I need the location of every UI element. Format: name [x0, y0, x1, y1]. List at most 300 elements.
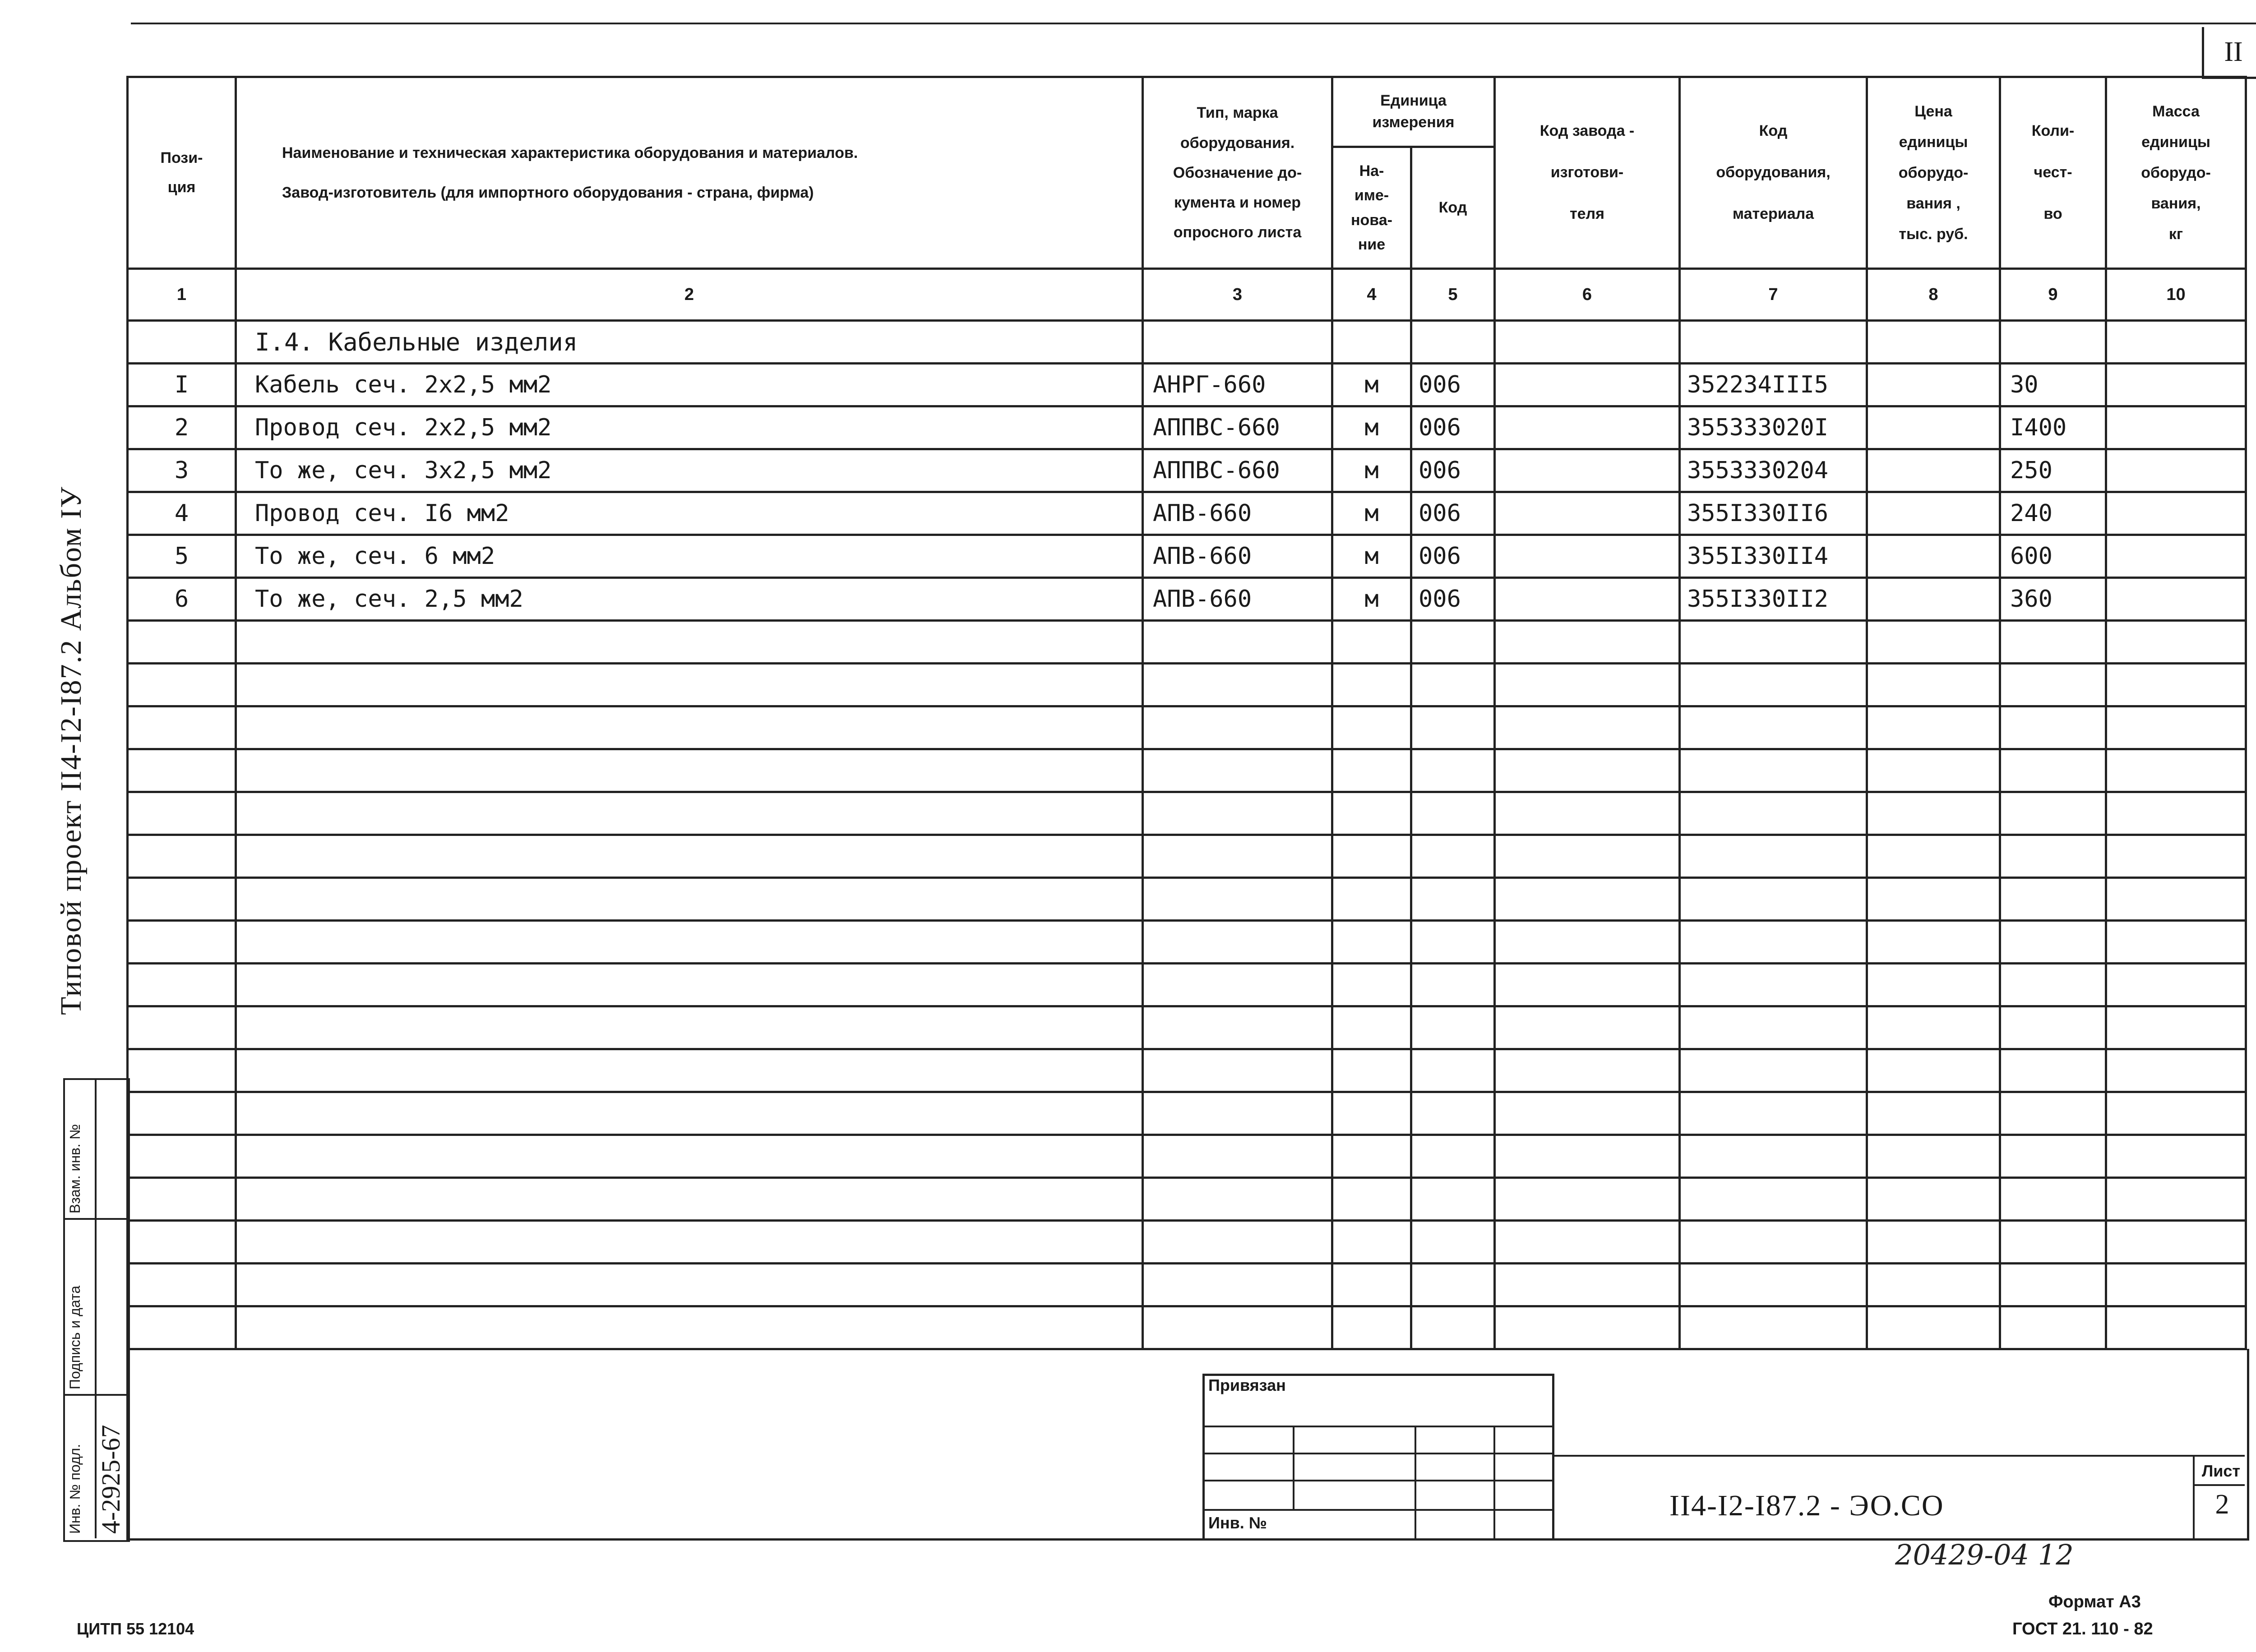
empty-cell — [1680, 1006, 1867, 1049]
empty-cell — [1495, 664, 1680, 706]
side-project-title: Типовой проект II4-I2-I87.2 Альбом IУ — [55, 486, 88, 1015]
empty-cell — [1495, 1264, 1680, 1306]
empty-cell — [1143, 792, 1332, 835]
empty-cell — [128, 1049, 236, 1092]
privyazan-label: Привязан — [1208, 1376, 1286, 1394]
empty-cell — [1411, 1135, 1495, 1178]
column-number: 4 — [1332, 269, 1411, 321]
empty-cell — [1867, 749, 2000, 792]
empty-cell — [128, 1092, 236, 1135]
empty-cell — [1867, 921, 2000, 964]
header-code: Код оборудования, материала — [1680, 77, 1867, 269]
cell-unit-code: 006 — [1411, 364, 1495, 406]
empty-cell — [1332, 878, 1411, 921]
empty-cell — [1495, 1049, 1680, 1092]
table-row — [128, 492, 2246, 535]
empty-cell — [1332, 1006, 1411, 1049]
empty-cell — [1332, 621, 1411, 664]
empty-cell — [2106, 1049, 2246, 1092]
empty-row — [128, 1049, 2246, 1092]
cell-price — [1867, 449, 2000, 492]
title-block-line — [1552, 1455, 2245, 1457]
cell-price — [1867, 492, 2000, 535]
empty-cell — [1143, 621, 1332, 664]
section-title: I.4. Кабельные изделия — [236, 321, 1143, 364]
empty-cell — [2106, 1092, 2246, 1135]
empty-cell — [128, 1264, 236, 1306]
cell-price — [1867, 406, 2000, 449]
cell-unit-code: 006 — [1411, 492, 1495, 535]
table-row — [128, 449, 2246, 492]
empty-cell — [1680, 1221, 1867, 1264]
cell-plant-code — [1495, 449, 1680, 492]
empty-cell — [1143, 1092, 1332, 1135]
empty-cell — [1143, 749, 1332, 792]
empty-cell — [2106, 835, 2246, 878]
cell-unit-code: 006 — [1411, 449, 1495, 492]
column-number: 2 — [236, 269, 1143, 321]
cell-mass — [2106, 449, 2246, 492]
empty-cell — [1680, 1264, 1867, 1306]
empty-cell — [128, 1178, 236, 1221]
empty-cell — [2000, 1221, 2106, 1264]
empty-cell — [1680, 835, 1867, 878]
cell-pos: 6 — [128, 578, 236, 621]
empty-cell — [236, 749, 1143, 792]
header-price: Цена единицы оборудо- вания , тыс. руб. — [1867, 77, 2000, 269]
header-name: Наименование и техническая характеристика оборудования и материалов. Завод-изготовитель (для импортного оборудования - страна, фирма) — [236, 77, 1143, 269]
empty-cell — [1867, 1264, 2000, 1306]
cell-unit: м — [1332, 406, 1411, 449]
empty-cell — [2106, 1306, 2246, 1349]
empty-cell — [1411, 706, 1495, 749]
empty-cell — [1495, 1006, 1680, 1049]
empty-cell — [1332, 921, 1411, 964]
side-stamp-vzam: Взам. инв. № — [67, 1124, 83, 1214]
empty-cell — [1332, 1221, 1411, 1264]
title-block-line — [2193, 1484, 2245, 1486]
empty-cell — [2000, 835, 2106, 878]
empty-cell — [2000, 621, 2106, 664]
section-row — [128, 321, 2246, 364]
empty-cell — [1411, 1092, 1495, 1135]
gost-label: ГОСТ 21. 110 - 82 — [2012, 1620, 2153, 1638]
empty-row — [128, 749, 2246, 792]
side-stamp-podpis: Подпись и дата — [67, 1285, 83, 1389]
stamp-line — [1493, 1426, 1495, 1538]
title-block-line — [2193, 1455, 2195, 1538]
empty-row — [128, 792, 2246, 835]
empty-row — [128, 1006, 2246, 1049]
empty-cell — [1411, 1006, 1495, 1049]
empty-cell — [2106, 1135, 2246, 1178]
empty-cell — [1411, 749, 1495, 792]
empty-cell — [1495, 749, 1680, 792]
cell-unit: м — [1332, 449, 1411, 492]
empty-cell — [1867, 964, 2000, 1006]
inv-no-label: Инв. № — [1208, 1514, 1267, 1532]
empty-row — [128, 664, 2246, 706]
cell-pos: 5 — [128, 535, 236, 578]
empty-row — [128, 621, 2246, 664]
stamp-line — [1202, 1426, 1552, 1427]
empty-row — [128, 1135, 2246, 1178]
cintp-label: ЦИТП 55 12104 — [77, 1620, 194, 1638]
column-number: 1 — [128, 269, 236, 321]
table-row — [128, 535, 2246, 578]
empty-cell — [2000, 1135, 2106, 1178]
header-quantity: Коли- чест- во — [2000, 77, 2106, 269]
empty-cell — [2000, 1306, 2106, 1349]
cell-code: 355I330II6 — [1680, 492, 1867, 535]
empty-cell — [128, 1306, 236, 1349]
cell-unit: м — [1332, 492, 1411, 535]
empty-cell — [1332, 749, 1411, 792]
empty-cell — [236, 706, 1143, 749]
empty-cell — [1411, 1264, 1495, 1306]
empty-cell — [2106, 792, 2246, 835]
empty-row — [128, 1306, 2246, 1349]
format-label: Формат А3 — [2048, 1592, 2141, 1611]
cell-unit: м — [1332, 578, 1411, 621]
empty-cell — [1680, 878, 1867, 921]
cell-code: 355I330II4 — [1680, 535, 1867, 578]
column-number: 8 — [1867, 269, 2000, 321]
empty-cell — [1495, 1178, 1680, 1221]
empty-cell — [236, 964, 1143, 1006]
empty-cell — [1867, 835, 2000, 878]
table-row — [128, 364, 2246, 406]
empty-cell — [236, 878, 1143, 921]
empty-cell — [1680, 964, 1867, 1006]
cell-type: АППВС-660 — [1143, 406, 1332, 449]
cell-plant-code — [1495, 535, 1680, 578]
empty-cell — [1411, 1178, 1495, 1221]
empty-cell — [236, 1006, 1143, 1049]
cell-qty: 240 — [2000, 492, 2106, 535]
empty-cell — [1332, 664, 1411, 706]
empty-cell — [236, 1264, 1143, 1306]
empty-cell — [1495, 1135, 1680, 1178]
empty-cell — [236, 1178, 1143, 1221]
cell-type: АПВ-660 — [1143, 492, 1332, 535]
empty-row — [128, 878, 2246, 921]
empty-row — [128, 1221, 2246, 1264]
empty-cell — [236, 792, 1143, 835]
table-header-row — [128, 77, 2246, 147]
empty-cell — [236, 1049, 1143, 1092]
cell-code: 3553330204 — [1680, 449, 1867, 492]
empty-cell — [2000, 749, 2106, 792]
empty-cell — [2000, 921, 2106, 964]
cell-pos: 2 — [128, 406, 236, 449]
empty-cell — [2000, 1178, 2106, 1221]
stamp-line — [1415, 1426, 1416, 1538]
empty-cell — [1143, 1135, 1332, 1178]
sheet-top-number: II — [2202, 27, 2256, 79]
cell-name: То же, сеч. 3х2,5 мм2 — [236, 449, 1143, 492]
empty-cell — [1332, 792, 1411, 835]
empty-cell — [1411, 964, 1495, 1006]
empty-cell — [128, 1221, 236, 1264]
empty-cell — [2106, 706, 2246, 749]
empty-cell — [1867, 1135, 2000, 1178]
empty-cell — [1411, 1221, 1495, 1264]
cell-type: АПВ-660 — [1143, 535, 1332, 578]
empty-cell — [1411, 621, 1495, 664]
list-number: 2 — [2215, 1489, 2229, 1520]
cell-qty: 360 — [2000, 578, 2106, 621]
empty-cell — [2106, 664, 2246, 706]
empty-cell — [1332, 1306, 1411, 1349]
empty-cell — [128, 964, 236, 1006]
table-row — [128, 578, 2246, 621]
cell-plant-code — [1495, 578, 1680, 621]
empty-cell — [1411, 1306, 1495, 1349]
cell-plant-code — [1495, 492, 1680, 535]
header-unit-group: Единица измерения — [1332, 77, 1495, 147]
empty-cell — [2000, 706, 2106, 749]
cell-plant-code — [1495, 406, 1680, 449]
cell-unit: м — [1332, 535, 1411, 578]
header-type: Тип, марка оборудования. Обозначение до- кумента и номер опросного листа — [1143, 77, 1332, 269]
empty-cell — [2000, 1264, 2106, 1306]
column-number: 9 — [2000, 269, 2106, 321]
empty-cell — [2106, 1221, 2246, 1264]
cell-mass — [2106, 364, 2246, 406]
cell-code: 352234III5 — [1680, 364, 1867, 406]
side-stamp-line — [63, 1394, 126, 1396]
empty-cell — [1867, 706, 2000, 749]
cell-plant-code — [1495, 364, 1680, 406]
empty-cell — [128, 792, 236, 835]
empty-cell — [1680, 749, 1867, 792]
empty-cell — [1495, 621, 1680, 664]
empty-cell — [236, 1092, 1143, 1135]
cell-unit-code: 006 — [1411, 406, 1495, 449]
list-label: Лист — [2202, 1462, 2241, 1480]
empty-cell — [2106, 1178, 2246, 1221]
cell-qty: I400 — [2000, 406, 2106, 449]
column-number: 3 — [1143, 269, 1332, 321]
empty-cell — [1143, 1306, 1332, 1349]
empty-cell — [1143, 964, 1332, 1006]
empty-cell — [1867, 1178, 2000, 1221]
empty-cell — [1332, 706, 1411, 749]
empty-cell — [2000, 964, 2106, 1006]
cell-type: АПВ-660 — [1143, 578, 1332, 621]
empty-cell — [1867, 1049, 2000, 1092]
empty-cell — [1867, 1306, 2000, 1349]
cell-unit: м — [1332, 364, 1411, 406]
empty-cell — [1332, 1264, 1411, 1306]
empty-cell — [1495, 706, 1680, 749]
column-number: 5 — [1411, 269, 1495, 321]
header-unit-code: Код — [1411, 147, 1495, 269]
cell-type: АППВС-660 — [1143, 449, 1332, 492]
cell-type: АНРГ-660 — [1143, 364, 1332, 406]
empty-cell — [1495, 1221, 1680, 1264]
cell-name: Провод сеч. 2х2,5 мм2 — [236, 406, 1143, 449]
empty-cell — [2000, 792, 2106, 835]
empty-cell — [1332, 1092, 1411, 1135]
column-number: 7 — [1680, 269, 1867, 321]
empty-cell — [1495, 878, 1680, 921]
column-number: 6 — [1495, 269, 1680, 321]
empty-cell — [236, 835, 1143, 878]
side-stamp-inv-podl-value: 4-2925-67 — [96, 1425, 125, 1534]
empty-cell — [236, 621, 1143, 664]
header-plant-code: Код завода - изготови- теля — [1495, 77, 1680, 269]
empty-cell — [1332, 1178, 1411, 1221]
empty-cell — [236, 1221, 1143, 1264]
empty-cell — [128, 749, 236, 792]
column-number: 10 — [2106, 269, 2246, 321]
empty-cell — [1495, 792, 1680, 835]
empty-cell — [1680, 1178, 1867, 1221]
cell-qty: 600 — [2000, 535, 2106, 578]
empty-cell — [128, 921, 236, 964]
empty-cell — [1411, 664, 1495, 706]
empty-row — [128, 921, 2246, 964]
header-unit-name: На- име- нова- ние — [1332, 147, 1411, 269]
empty-cell — [236, 1135, 1143, 1178]
empty-cell — [1867, 1092, 2000, 1135]
side-stamp-inv-podl: Инв. № подл. — [67, 1444, 83, 1534]
empty-cell — [128, 664, 236, 706]
empty-cell — [1495, 1092, 1680, 1135]
empty-cell — [1867, 792, 2000, 835]
empty-row — [128, 706, 2246, 749]
empty-cell — [236, 1306, 1143, 1349]
empty-cell — [1867, 878, 2000, 921]
document-number: II4-I2-I87.2 - ЭО.СО — [1669, 1489, 1944, 1522]
empty-cell — [2106, 621, 2246, 664]
empty-row — [128, 1178, 2246, 1221]
empty-cell — [1143, 835, 1332, 878]
empty-cell — [1143, 1006, 1332, 1049]
cell-mass — [2106, 406, 2246, 449]
empty-cell — [1867, 1221, 2000, 1264]
cell-mass — [2106, 535, 2246, 578]
empty-cell — [2000, 664, 2106, 706]
cell-code: 355333020I — [1680, 406, 1867, 449]
empty-cell — [1680, 664, 1867, 706]
cell-name: То же, сеч. 6 мм2 — [236, 535, 1143, 578]
empty-cell — [128, 1135, 236, 1178]
empty-cell — [1332, 835, 1411, 878]
empty-cell — [1680, 621, 1867, 664]
cell-mass — [2106, 578, 2246, 621]
specification-table — [126, 76, 2247, 1350]
empty-cell — [1143, 878, 1332, 921]
empty-cell — [1411, 1049, 1495, 1092]
stamp-line — [1202, 1453, 1552, 1454]
empty-cell — [2000, 878, 2106, 921]
empty-row — [128, 835, 2246, 878]
cell-price — [1867, 578, 2000, 621]
empty-cell — [2106, 921, 2246, 964]
cell-price — [1867, 535, 2000, 578]
table-row — [128, 406, 2246, 449]
empty-cell — [1332, 964, 1411, 1006]
stamp-line — [1202, 1509, 1552, 1511]
empty-cell — [2106, 749, 2246, 792]
empty-cell — [2106, 878, 2246, 921]
cell-code: 355I330II2 — [1680, 578, 1867, 621]
cell-name: То же, сеч. 2,5 мм2 — [236, 578, 1143, 621]
stamp-line — [1293, 1426, 1294, 1509]
header-mass: Масса единицы оборудо- вания, кг — [2106, 77, 2246, 269]
cell-name: Кабель сеч. 2х2,5 мм2 — [236, 364, 1143, 406]
empty-cell — [1680, 792, 1867, 835]
empty-cell — [1495, 835, 1680, 878]
empty-cell — [1143, 921, 1332, 964]
empty-cell — [1680, 1135, 1867, 1178]
cell-pos: 3 — [128, 449, 236, 492]
empty-cell — [1680, 706, 1867, 749]
top-frame-line — [131, 23, 2256, 24]
empty-cell — [128, 621, 236, 664]
empty-cell — [2106, 964, 2246, 1006]
empty-cell — [2106, 1264, 2246, 1306]
empty-cell — [1332, 1049, 1411, 1092]
cell-mass — [2106, 492, 2246, 535]
empty-cell — [1680, 1306, 1867, 1349]
empty-cell — [1143, 1178, 1332, 1221]
empty-cell — [2106, 1006, 2246, 1049]
empty-cell — [1143, 1221, 1332, 1264]
empty-cell — [128, 878, 236, 921]
cell-qty: 30 — [2000, 364, 2106, 406]
empty-cell — [1143, 1264, 1332, 1306]
stamp-line — [1202, 1480, 1552, 1481]
empty-cell — [1143, 664, 1332, 706]
empty-cell — [1143, 706, 1332, 749]
empty-cell — [128, 835, 236, 878]
empty-cell — [1495, 1306, 1680, 1349]
empty-cell — [2000, 1049, 2106, 1092]
empty-cell — [2000, 1092, 2106, 1135]
empty-row — [128, 1092, 2246, 1135]
cell-name: Провод сеч. I6 мм2 — [236, 492, 1143, 535]
empty-cell — [1495, 921, 1680, 964]
empty-cell — [1411, 835, 1495, 878]
empty-cell — [128, 1006, 236, 1049]
empty-cell — [1411, 792, 1495, 835]
empty-cell — [1495, 964, 1680, 1006]
column-number-row — [128, 269, 2246, 321]
empty-row — [128, 1264, 2246, 1306]
empty-cell — [1332, 1135, 1411, 1178]
empty-cell — [1867, 664, 2000, 706]
empty-cell — [236, 664, 1143, 706]
cell-price — [1867, 364, 2000, 406]
empty-cell — [1143, 1049, 1332, 1092]
cell-unit-code: 006 — [1411, 578, 1495, 621]
header-position: Пози- ция — [128, 77, 236, 269]
empty-cell — [128, 706, 236, 749]
empty-cell — [1680, 921, 1867, 964]
empty-cell — [1411, 878, 1495, 921]
empty-cell — [1680, 1049, 1867, 1092]
cell-pos: 4 — [128, 492, 236, 535]
side-stamp-line — [63, 1218, 126, 1220]
empty-cell — [1680, 1092, 1867, 1135]
cell-qty: 250 — [2000, 449, 2106, 492]
cell-unit-code: 006 — [1411, 535, 1495, 578]
empty-row — [128, 964, 2246, 1006]
